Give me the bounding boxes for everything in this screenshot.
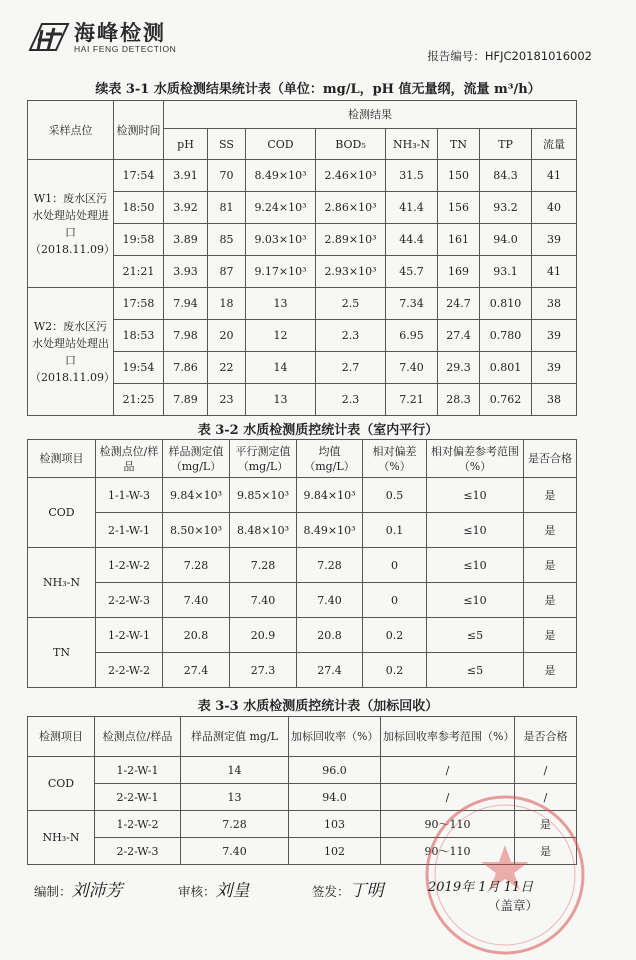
sampling-site-cell: W2：废水区污水处理站处理出口（2018.11.09） — [28, 288, 114, 416]
value-cell: 39 — [532, 320, 577, 352]
value-cell: 38 — [532, 384, 577, 416]
value-cell: 0.2 — [363, 618, 427, 653]
value-cell: 2.93×10³ — [316, 256, 386, 288]
value-cell: 是 — [515, 811, 577, 838]
value-cell: 7.28 — [163, 548, 230, 583]
value-cell: 20.8 — [297, 618, 363, 653]
value-cell: 38 — [532, 288, 577, 320]
value-cell: 2-2-W-2 — [96, 653, 163, 688]
value-cell: 156 — [438, 192, 480, 224]
header-time: 检测时间 — [114, 101, 164, 160]
value-cell: 9.84×10³ — [163, 478, 230, 513]
value-cell: 103 — [289, 811, 381, 838]
value-cell: 150 — [438, 160, 480, 192]
column-header: 样品测定值 mg/L — [181, 717, 289, 757]
column-header: BOD₅ — [316, 129, 386, 160]
reviewer-signature — [178, 876, 250, 901]
value-cell: ≤10 — [427, 548, 524, 583]
value-cell: 41.4 — [386, 192, 438, 224]
value-cell: 3.89 — [164, 224, 208, 256]
column-header: NH₃-N — [386, 129, 438, 160]
value-cell: 7.28 — [181, 811, 289, 838]
column-header: 加标回收率参考范围（%） — [381, 717, 515, 757]
value-cell: 23 — [208, 384, 246, 416]
value-cell: 8.50×10³ — [163, 513, 230, 548]
value-cell: ≤5 — [427, 618, 524, 653]
value-cell: ≤10 — [427, 583, 524, 618]
column-header: 相对偏差（%） — [363, 440, 427, 478]
table-row — [28, 583, 577, 618]
value-cell: 22 — [208, 352, 246, 384]
value-cell: 0.780 — [480, 320, 532, 352]
value-cell: 0.801 — [480, 352, 532, 384]
column-header: 是否合格 — [515, 717, 577, 757]
table-row — [28, 478, 577, 513]
value-cell: 102 — [289, 838, 381, 865]
value-cell: 8.49×10³ — [246, 160, 316, 192]
value-cell: 20.8 — [163, 618, 230, 653]
value-cell: 90～110 — [381, 811, 515, 838]
value-cell: 9.17×10³ — [246, 256, 316, 288]
reviewer-handwriting: 刘皇 — [215, 881, 250, 901]
value-cell: 96.0 — [289, 757, 381, 784]
column-header: 平行测定值（mg/L） — [230, 440, 297, 478]
column-header: 相对偏差参考范围（%） — [427, 440, 524, 478]
value-cell: 3.91 — [164, 160, 208, 192]
report-number — [427, 48, 592, 64]
column-header: pH — [164, 129, 208, 160]
parallel-qc-table — [27, 439, 577, 688]
approver-label: 签发： — [312, 884, 350, 899]
test-item-cell: NH₃-N — [28, 811, 95, 865]
compiler-handwriting: 刘沛芳 — [71, 881, 123, 901]
value-cell: 0.2 — [363, 653, 427, 688]
value-cell: 44.4 — [386, 224, 438, 256]
value-cell: 1-2-W-2 — [96, 548, 163, 583]
value-cell: 27.4 — [163, 653, 230, 688]
value-cell: 7.28 — [230, 548, 297, 583]
column-header: 均值（mg/L） — [297, 440, 363, 478]
value-cell: 0.762 — [480, 384, 532, 416]
value-cell: 41 — [532, 160, 577, 192]
value-cell: 70 — [208, 160, 246, 192]
value-cell: 2.7 — [316, 352, 386, 384]
value-cell: 14 — [181, 757, 289, 784]
sampling-site-cell: W1：废水区污水处理站处理进口（2018.11.09） — [28, 160, 114, 288]
value-cell: / — [381, 757, 515, 784]
column-header: TN — [438, 129, 480, 160]
sampling-time-cell: 21:21 — [114, 256, 164, 288]
value-cell: 9.84×10³ — [297, 478, 363, 513]
value-cell: 是 — [524, 478, 577, 513]
value-cell: 0.1 — [363, 513, 427, 548]
seal-note: （盖章） — [488, 898, 539, 913]
value-cell: 94.0 — [480, 224, 532, 256]
value-cell: 2-2-W-3 — [96, 583, 163, 618]
value-cell: 7.40 — [163, 583, 230, 618]
value-cell: 84.3 — [480, 160, 532, 192]
test-item-cell: NH₃-N — [28, 548, 96, 618]
column-header: 样品测定值（mg/L） — [163, 440, 230, 478]
table1-caption: 续表 3-1 水质检测结果统计表（单位：mg/L，pH 值无量纲，流量 m³/h） — [95, 82, 541, 97]
issue-date-value: 2019年 1月 11日 — [428, 880, 534, 895]
table-row — [28, 757, 577, 784]
value-cell: 169 — [438, 256, 480, 288]
value-cell: 7.40 — [297, 583, 363, 618]
value-cell: 27.3 — [230, 653, 297, 688]
value-cell: 31.5 — [386, 160, 438, 192]
value-cell: 18 — [208, 288, 246, 320]
header-site: 采样点位 — [28, 101, 114, 160]
value-cell: ≤10 — [427, 478, 524, 513]
value-cell: 是 — [524, 618, 577, 653]
value-cell: 2-2-W-3 — [95, 838, 181, 865]
value-cell: 3.93 — [164, 256, 208, 288]
report-number-label: 报告编号： — [427, 49, 485, 63]
test-item-cell: TN — [28, 618, 96, 688]
value-cell: 90～110 — [381, 838, 515, 865]
value-cell: 29.3 — [438, 352, 480, 384]
value-cell: 7.94 — [164, 288, 208, 320]
value-cell: 0 — [363, 583, 427, 618]
company-seal-stamp — [420, 790, 590, 960]
value-cell: 13 — [181, 784, 289, 811]
value-cell: 1-2-W-1 — [95, 757, 181, 784]
value-cell: 2.86×10³ — [316, 192, 386, 224]
value-cell: 2.3 — [316, 320, 386, 352]
table-row — [28, 288, 577, 320]
column-header: TP — [480, 129, 532, 160]
value-cell: 0 — [363, 548, 427, 583]
column-header: 检测项目 — [28, 717, 95, 757]
reviewer-label: 审核： — [178, 884, 216, 899]
test-item-cell: COD — [28, 757, 95, 811]
value-cell: 是 — [524, 513, 577, 548]
sampling-time-cell: 17:54 — [114, 160, 164, 192]
value-cell: 7.98 — [164, 320, 208, 352]
table-row — [28, 160, 577, 192]
column-header: 检测点位/样品 — [95, 717, 181, 757]
value-cell: 0.810 — [480, 288, 532, 320]
value-cell: 85 — [208, 224, 246, 256]
value-cell: 8.49×10³ — [297, 513, 363, 548]
value-cell: 93.2 — [480, 192, 532, 224]
value-cell: 9.24×10³ — [246, 192, 316, 224]
value-cell: ≤5 — [427, 653, 524, 688]
test-item-cell: COD — [28, 478, 96, 548]
approver-signature — [312, 876, 384, 901]
value-cell: 7.40 — [230, 583, 297, 618]
value-cell: 24.7 — [438, 288, 480, 320]
value-cell: 1-2-W-1 — [96, 618, 163, 653]
column-header: COD — [246, 129, 316, 160]
sampling-time-cell: 19:54 — [114, 352, 164, 384]
value-cell: 2-2-W-1 — [95, 784, 181, 811]
logo-english-name: HAI FENG DETECTION — [74, 44, 177, 54]
value-cell: 20 — [208, 320, 246, 352]
value-cell: 45.7 — [386, 256, 438, 288]
value-cell: 12 — [246, 320, 316, 352]
value-cell: 2.46×10³ — [316, 160, 386, 192]
value-cell: 13 — [246, 384, 316, 416]
logo-chinese-name: 海峰检测 — [74, 21, 166, 45]
column-header: 检测点位/样品 — [96, 440, 163, 478]
sampling-time-cell: 18:50 — [114, 192, 164, 224]
company-logo — [28, 20, 176, 56]
value-cell: 81 — [208, 192, 246, 224]
value-cell: 2.89×10³ — [316, 224, 386, 256]
value-cell: 27.4 — [297, 653, 363, 688]
value-cell: / — [515, 784, 577, 811]
column-header: SS — [208, 129, 246, 160]
value-cell: 是 — [524, 583, 577, 618]
value-cell: 0.5 — [363, 478, 427, 513]
value-cell: 41 — [532, 256, 577, 288]
water-quality-results-table — [27, 100, 577, 416]
value-cell: 13 — [246, 288, 316, 320]
value-cell: 7.34 — [386, 288, 438, 320]
value-cell: 20.9 — [230, 618, 297, 653]
value-cell: 9.03×10³ — [246, 224, 316, 256]
value-cell: 93.1 — [480, 256, 532, 288]
hf-logo-icon — [28, 20, 70, 56]
value-cell: 1-2-W-2 — [95, 811, 181, 838]
column-header: 是否合格 — [524, 440, 577, 478]
value-cell: 是 — [524, 548, 577, 583]
sampling-time-cell: 19:58 — [114, 224, 164, 256]
value-cell: 7.86 — [164, 352, 208, 384]
sampling-time-cell: 17:58 — [114, 288, 164, 320]
value-cell: 161 — [438, 224, 480, 256]
table2-caption: 表 3-2 水质检测质控统计表（室内平行） — [197, 423, 439, 438]
value-cell: 7.40 — [181, 838, 289, 865]
value-cell: 3.92 — [164, 192, 208, 224]
issue-date — [428, 876, 533, 895]
value-cell: 是 — [515, 838, 577, 865]
value-cell: 7.28 — [297, 548, 363, 583]
compiler-label: 编制： — [34, 884, 72, 899]
table3-caption: 表 3-3 水质检测质控统计表（加标回收） — [197, 699, 439, 714]
value-cell: 2.5 — [316, 288, 386, 320]
value-cell: 7.40 — [386, 352, 438, 384]
value-cell: 是 — [524, 653, 577, 688]
column-header: 流量 — [532, 129, 577, 160]
value-cell: 94.0 — [289, 784, 381, 811]
approver-handwriting: 丁明 — [349, 881, 384, 901]
value-cell: 28.3 — [438, 384, 480, 416]
table-row — [28, 653, 577, 688]
value-cell: 39 — [532, 352, 577, 384]
value-cell: 6.95 — [386, 320, 438, 352]
value-cell: 39 — [532, 224, 577, 256]
value-cell: / — [381, 784, 515, 811]
value-cell: 9.85×10³ — [230, 478, 297, 513]
value-cell: / — [515, 757, 577, 784]
value-cell: 8.48×10³ — [230, 513, 297, 548]
value-cell: 7.21 — [386, 384, 438, 416]
table-row — [28, 548, 577, 583]
value-cell: 2.3 — [316, 384, 386, 416]
report-number-value: HFJC20181016002 — [484, 49, 592, 63]
value-cell: 2-1-W-1 — [96, 513, 163, 548]
sampling-time-cell: 21:25 — [114, 384, 164, 416]
sampling-time-cell: 18:53 — [114, 320, 164, 352]
table-row — [28, 513, 577, 548]
value-cell: 14 — [246, 352, 316, 384]
compiler-signature — [34, 876, 123, 901]
column-header: 加标回收率（%） — [289, 717, 381, 757]
header-results: 检测结果 — [164, 101, 577, 129]
table-row — [28, 618, 577, 653]
value-cell: 40 — [532, 192, 577, 224]
value-cell: 1-1-W-3 — [96, 478, 163, 513]
value-cell: 87 — [208, 256, 246, 288]
column-header: 检测项目 — [28, 440, 96, 478]
value-cell: 27.4 — [438, 320, 480, 352]
value-cell: ≤10 — [427, 513, 524, 548]
value-cell: 7.89 — [164, 384, 208, 416]
